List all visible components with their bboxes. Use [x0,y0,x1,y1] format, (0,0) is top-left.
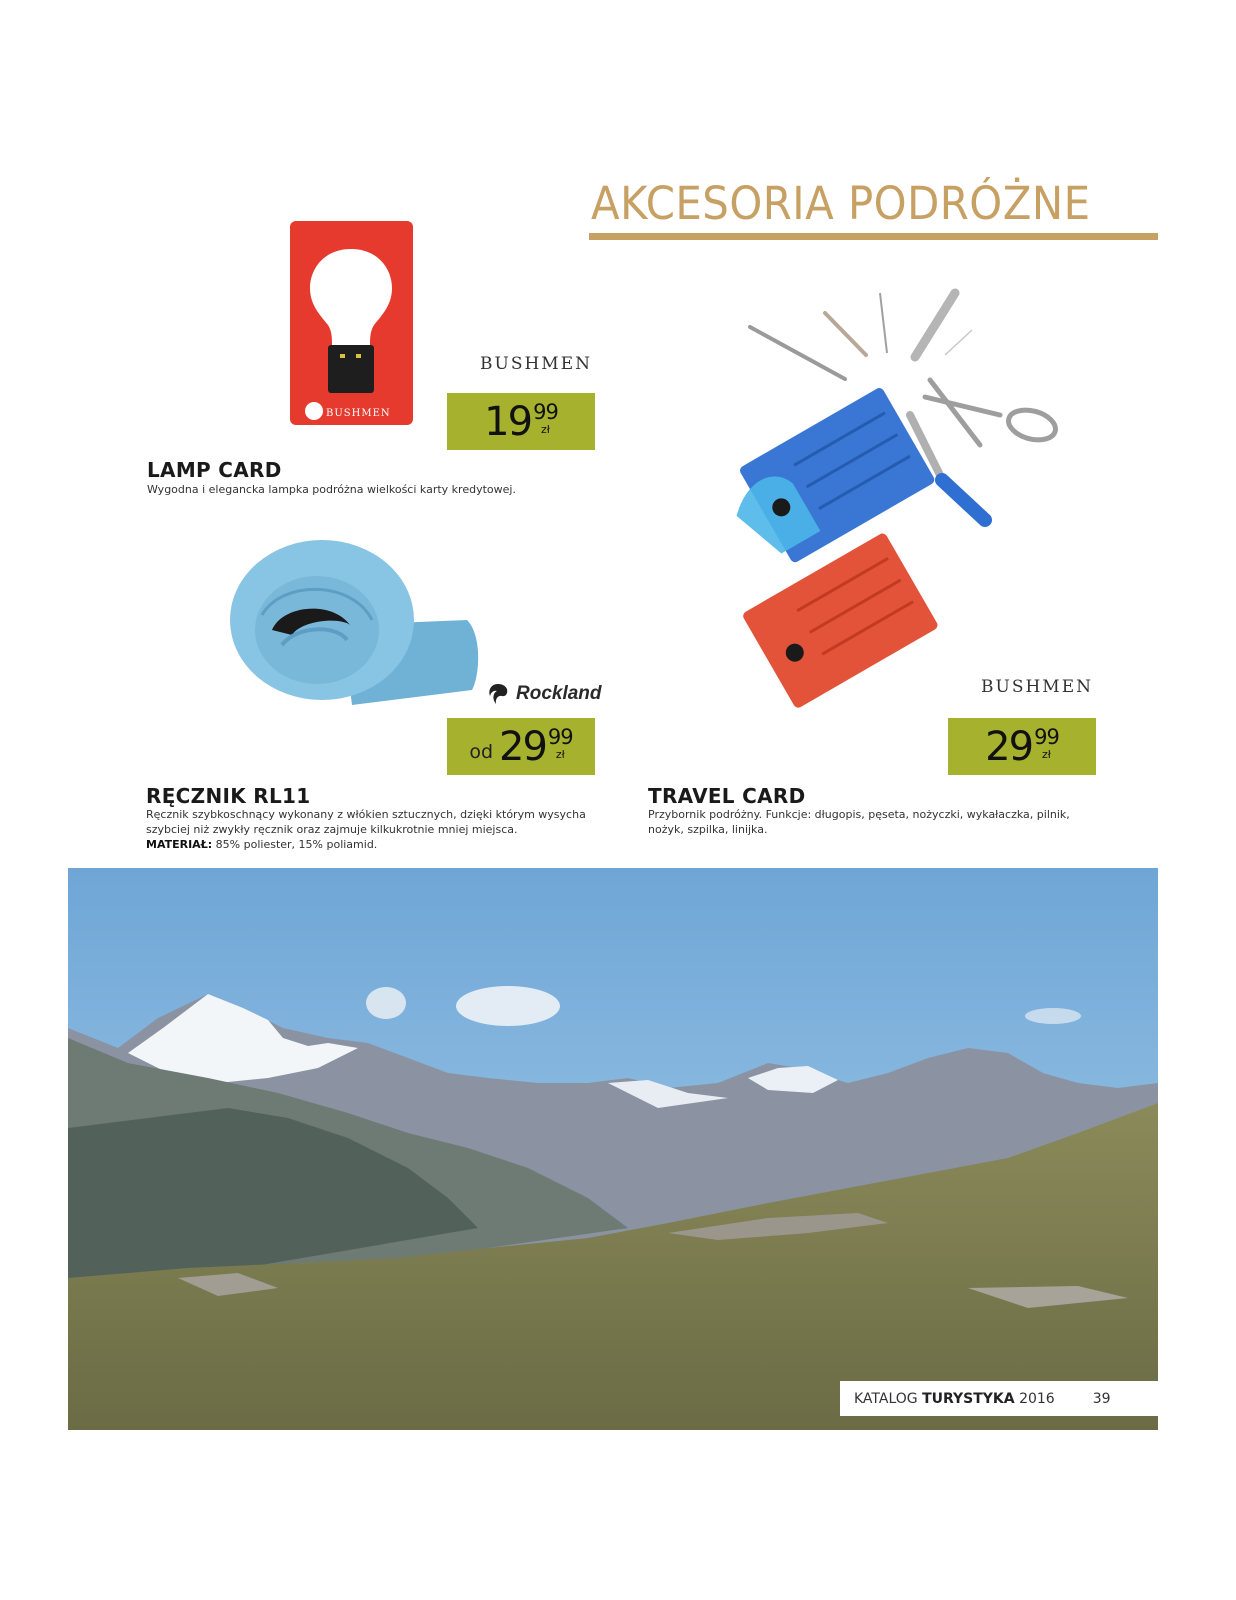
material-label: MATERIAŁ: [146,838,213,851]
travel-tool-card-icon [730,285,1070,735]
mountain-landscape-icon [68,868,1158,1430]
price-cents: 99 [1034,724,1059,749]
product-name: LAMP CARD [147,458,282,482]
svg-text:BUSHMEN: BUSHMEN [326,408,391,419]
title-underline [589,233,1158,240]
price-cents: 99 [533,399,558,424]
catalog-label [854,1391,1055,1407]
lamp-card-image [290,221,413,425]
price-main: 29 [985,723,1033,770]
brand-logo-bushmen: BUSHMEN [981,677,1093,697]
product-name: TRAVEL CARD [648,784,806,808]
price-currency: zł [1041,747,1051,761]
price-cents: 99 [547,724,573,749]
price-tag [447,718,595,775]
catalog-year: 2016 [1019,1390,1055,1407]
brand-logo-bushmen: BUSHMEN [480,354,592,374]
price-currency: zł [555,747,565,761]
price-tag [447,393,595,450]
description-text: Ręcznik szybkoschnący wykonany z włókien sztucznych, dzięki którym wysycha szybciej niż zwykły ręcznik oraz zajmuje kilkukrotnie mniej miejsca. [146,808,586,836]
price-main: 29 [499,723,546,770]
price-currency: zł [540,422,550,436]
product-description: Przybornik podróżny. Funkcje: długopis, pęseta, nożyczki, wykałaczka, pilnik, nożyk, szpilka, linijka. [648,808,1070,836]
towel-image [222,525,487,710]
red-lamp-card-icon [290,221,413,425]
rolled-towel-icon [222,525,487,710]
product-description: Wygodna i elegancka lampka podróżna wielkości karty kredytowej. [147,483,516,496]
product-name: RĘCZNIK RL11 [146,784,311,808]
rockland-logo-icon [486,682,510,706]
page-footer [840,1381,1158,1416]
page-number: 39 [1092,1390,1111,1407]
section-title: AKCESORIA PODRÓŻNE [591,177,1091,230]
catalog-prefix: KATALOG [854,1390,918,1407]
travel-card-image [730,285,1070,735]
price-prefix: od [469,740,494,763]
material-value: 85% poliester, 15% poliamid. [215,838,378,851]
price-tag [948,718,1096,775]
catalog-bold: TURYSTYKA [922,1390,1015,1407]
brand-logo-rockland [486,682,602,706]
brand-name: Rockland [516,683,602,704]
product-description [146,807,602,852]
mountain-landscape-photo [68,868,1158,1430]
price-main: 19 [484,398,532,445]
